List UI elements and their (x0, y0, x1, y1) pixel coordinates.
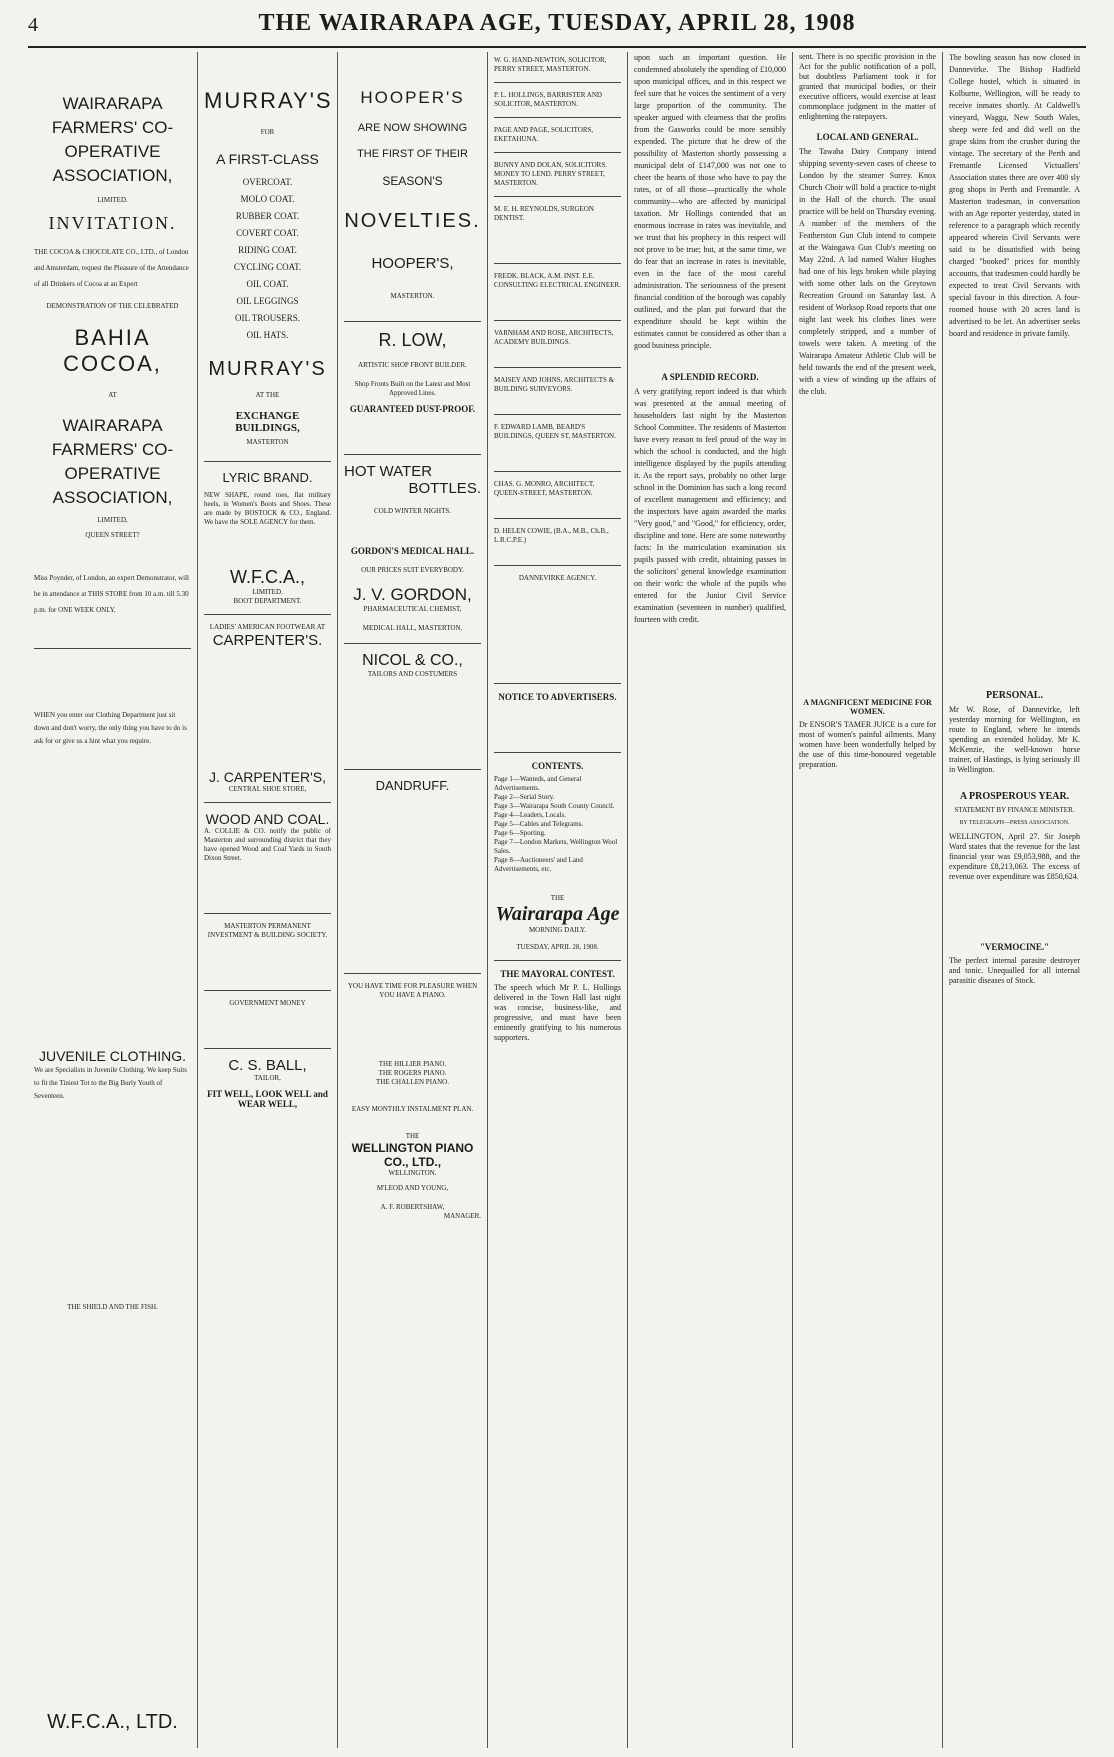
coat-item: OIL HATS. (246, 330, 289, 340)
newspaper-title: THE WAIRARAPA AGE, TUESDAY, APRIL 28, 1908 (258, 10, 856, 36)
coat-item: MOLO COAT. (240, 194, 295, 204)
robertshaw: A. F. ROBERTSHAW, (380, 1203, 445, 1211)
dandruff-heading: DANDRUFF. (375, 778, 450, 793)
pharmaceutical-chemist: PHARMACEUTICAL CHEMIST, (363, 605, 462, 613)
j-carpenters-heading: J. CARPENTER'S, (208, 769, 327, 785)
at-label: AT (108, 391, 117, 399)
mayoral-contest-text: The speech which Mr P. L. Hollings delivered in the Town Hall last night was concise, business-like, and progressive, and must have been eminently gratifying to his numerous supporters. (494, 983, 621, 1042)
the-label: THE (405, 1132, 420, 1140)
hoopers-heading: HOOPER'S (360, 88, 465, 107)
street-label: QUEEN STREET? (85, 531, 140, 539)
dust-proof: GUARANTEED DUST-PROOF. (349, 404, 476, 414)
contents-item: Page 7—London Markets, Wellington Wool Sales. (494, 838, 618, 855)
piano-rogers: THE ROGERS PIANO. (378, 1069, 447, 1077)
nicol-heading: NICOL & CO., (362, 652, 463, 669)
coat-item: RUBBER COAT. (235, 211, 300, 221)
seasons-label: SEASON'S (382, 174, 443, 188)
bahia-cocoa-heading: BAHIA COCOA, (63, 325, 162, 376)
central-shoe-store: CENTRAL SHOE STORE, (228, 785, 307, 793)
gordons-medical-hall: GORDON'S MEDICAL HALL. (350, 546, 475, 556)
poll-article-continued: sent. There is no specific provision in the Act for the public notification of a poll, but doubtless Parliament took it for granted that municipal bodies, or their executive officers, would exercise at least commonplace judgment in the matter of enlightening the ratepayers. (799, 52, 936, 121)
card-black: FREDK. BLACK, A.M. INST. E.E. CONSULTING ELECTRICAL ENGINEER. (494, 272, 621, 289)
vermocine-heading: "VERMOCINE." (979, 942, 1050, 952)
personal-text: Mr W. Rose, of Dannevirke, left yesterday morning for Wellington, en route to England, where he intends spending an extended holiday. Mr K. McKenzie, the well-known horse trainer, of Hastings, is lying seriously ill in Wellington. (949, 705, 1080, 774)
shield-fish-line: THE SHIELD AND THE FISH. (67, 1303, 158, 1311)
lyric-brand-heading: LYRIC BRAND. (222, 470, 313, 485)
org-limited: LIMITED. (97, 196, 128, 204)
carpenters-heading: CARPENTER'S. (212, 632, 323, 649)
novelties-heading: NOVELTIES. (344, 210, 481, 232)
local-general-heading: LOCAL AND GENERAL. (816, 132, 919, 142)
murrays-heading: MURRAY'S (204, 88, 333, 113)
wfca-footer: W.F.C.A., LTD. (47, 1711, 178, 1733)
contents-item: Page 8—Auctioneers' and Land Advertisements, etc. (494, 856, 583, 873)
jv-gordon-heading: J. V. GORDON, (353, 585, 472, 604)
wairarapa-age-nameplate: Wairarapa Age (495, 903, 620, 925)
coat-item: RIDING COAT. (238, 245, 297, 255)
bottles-heading: BOTTLES. (408, 480, 481, 497)
lyric-text: NEW SHAPE, round toes, flat military heels, in Women's Boots and Shoes. These are made by BOSTOCK & CO., England. We have the SOLE AGENCY for them. (204, 491, 331, 526)
wfca-limited: LIMITED. (252, 588, 283, 596)
tailors-costumers: TAILORS AND COSTUMERS (367, 670, 458, 678)
finance-text: WELLINGTON, April 27. Sir Joseph Ward states that the revenue for the last financial year was £9,053,988, and the expenditure £8,213,063. The excess of revenue over expenditure was £850,624. (949, 832, 1080, 881)
wood-coal-heading: WOOD AND COAL. (205, 811, 330, 827)
prices-suit: OUR PRICES SUIT EVERYBODY. (361, 566, 464, 574)
column-3 (338, 52, 488, 1748)
press-association: BY TELEGRAPH—PRESS ASSOCIATION. (959, 820, 1070, 826)
r-low-heading: R. LOW, (378, 330, 447, 350)
coat-item: OIL COAT. (246, 279, 289, 289)
coat-item: COVERT COAT. (236, 228, 299, 238)
manager-label: MANAGER. (443, 1212, 481, 1220)
cold-winter-nights: COLD WINTER NIGHTS. (373, 507, 452, 515)
card-lamb: F. EDWARD LAMB, BEARD'S BUILDINGS, QUEEN ST, MASTERTON. (494, 423, 616, 440)
contents-heading: CONTENTS. (531, 761, 584, 771)
coat-item: OIL TROUSERS. (234, 313, 300, 323)
hoopers-heading-2: HOOPER'S, (371, 255, 454, 272)
mleod-young: M'LEOD AND YOUNG, (376, 1184, 449, 1192)
card-hollings: P. L. HOLLINGS, BARRISTER AND SOLICITOR, MASTERTON. (494, 91, 602, 108)
morning-daily: MORNING DAILY. (528, 926, 587, 934)
shop-front-builder: ARTISTIC SHOP FRONT BUILDER. (358, 361, 467, 369)
contents-item: Page 3—Wairarapa South County Council. (494, 802, 615, 810)
prosperous-year-heading: A PROSPEROUS YEAR. (959, 791, 1070, 802)
coat-item: OVERCOAT. (242, 177, 293, 187)
column-1 (28, 52, 198, 1748)
card-maisey: MAISEY AND JOHNS, ARCHITECTS & BUILDING SURVEYORS. (494, 376, 615, 393)
card-bunny-dolan: BUNNY AND DOLAN, SOLICITORS. MONEY TO LEND. PERRY STREET, MASTERTON. (494, 161, 607, 187)
hot-water-heading: HOT WATER (344, 463, 433, 480)
notice-advertisers: NOTICE TO ADVERTISERS. (498, 692, 617, 702)
wellington-piano-heading: WELLINGTON PIANO CO., LTD., (351, 1141, 474, 1169)
demonstrator-note: Miss Poynder, of London, an expert Demonstrator, will be in attendance at THIS STORE from 10 a.m. till 5.30 p.m. for ONE WEEK ONLY. (34, 574, 189, 614)
ball-heading: C. S. BALL, (228, 1057, 307, 1074)
mayoral-contest-heading: THE MAYORAL CONTEST. (500, 969, 615, 979)
org-limited-2: LIMITED, (97, 516, 128, 524)
contents-item: Page 6—Sporting. (494, 829, 546, 837)
masthead (28, 6, 1086, 48)
for-label: FOR (260, 128, 275, 136)
contents-item: Page 1—Wanteds, and General Advertisements. (494, 775, 582, 792)
piano-hillier: THE HILLIER PIANO. (378, 1060, 447, 1068)
first-of-their: THE FIRST OF THEIR (357, 148, 468, 160)
column-7 (943, 52, 1086, 1748)
contents-item: Page 2—Serial Story. (494, 793, 555, 801)
dannevirke-agency: DANNEVIRKE AGENCY. (518, 574, 597, 582)
masterton-label: MASTERTON (246, 438, 289, 446)
piano-challen: THE CHALLEN PIANO. (376, 1078, 449, 1086)
boot-department: BOOT DEPARTMENT. (233, 597, 302, 605)
now-showing: ARE NOW SHOWING (357, 122, 468, 134)
invitation-text: THE COCOA & CHOCOLATE CO., LTD., of London and Amsterdam, request the Pleasure of the Attendance of all Drinkers of Cocoa at an Expert (34, 248, 189, 288)
contents-item: Page 5—Cables and Telegrams. (494, 820, 584, 828)
card-monro: CHAS. G. MONRO, ARCHITECT, QUEEN-STREET, MASTERTON. (494, 480, 595, 497)
splendid-record-heading: A SPLENDID RECORD. (661, 372, 759, 382)
column-6 (793, 52, 943, 1748)
issue-date: TUESDAY, APRIL 28, 1908. (516, 943, 599, 951)
ladies-footwear: LADIES' AMERICAN FOOTWEAR AT (209, 623, 326, 631)
finance-statement: STATEMENT BY FINANCE MINISTER. (954, 806, 1075, 814)
card-page: PAGE AND PAGE, SOLICITORS, EKETAHUNA. (494, 126, 594, 143)
local-notes-text: The bowling season has now closed in Dannevirke. The Bishop Hadfield College hostel, which is situated in Kolburne, Wellington, will be ready to receive inmates shortly. At Caldwell's vineyard, Wagga, New South Wales, sheep were fed and did well on the grape skins from the crusher during the vintage. The secretary of the Perth and Fremantle Licensed Victuallers' Association states there are over 400 sly grog shops in Perth and Fremantle. A Masterton tradesman, in conversation with an Age reporter yesterday, stated in reference to a paragraph which recently appeared wherein Civil Servants were said to be dissatisfied with being charged "booked" prices for monthly accounts, that tradesmen could hardly be expected to treat Civil Servants with special favour in this direction. A four-roomed house with 20 acres land is advertised to be let. An advertiser seeks board and residence in private family. (949, 53, 1080, 338)
building-society: MASTERTON PERMANENT INVESTMENT & BUILDING SOCIETY. (207, 922, 328, 939)
clothing-text: WHEN you enter our Clothing Department just sit down and don't worry, the only thing you have to do is ask for or give us a hint what you require. (34, 711, 187, 745)
invitation-heading: INVITATION. (48, 213, 177, 233)
column-4 (488, 52, 628, 1748)
murrays-heading-2: MURRAY'S (208, 358, 327, 380)
splendid-record-text: A very gratifying report indeed is that which was presented at the annual meeting of householders last night by the Masterton School Committee. The residents of Masterton have every reason to feel proud of the way in which the school is conducted, and the high intelligence displayed by the pupils attending it. As the report says, probably no other large school in the Dominion has such a long record of excellent management and efficiency; and the inspectors have again awarded the marks "Very good," and "Good," for efficiency, order, discipline and tone. Here are some noteworthy facts: In the matriculation examination six pupils passed with credit, obtaining passes in the solicitors' general knowledge examination on their work: the whole of the pupils who entered for the Junior Civil Service examination (seventeen in number) qualified, fourteen with credit. (634, 387, 786, 624)
coat-item: CYCLING COAT. (233, 262, 302, 272)
card-cowie: D. HELEN COWIE, (B.A., M.B., Ch.B., L.R.C.P.E.) (494, 527, 609, 544)
vermocine-text: The perfect internal parasite destroyer and tonic. Unequalled for all internal parasitic diseases of Stock. (949, 956, 1080, 985)
coat-item: OIL LEGGINGS (236, 296, 299, 306)
mayoral-article-continued: upon such an important question. He condemned absolutely the spending of £10,000 upon municipal offices, and in this respect we feel sure that he voices the sentiment of a very large proportion of the community. The speaker argued with clearness that the profits from the Gasworks could be more sensibly expended. The picture that he drew of the possibility of Masterton shortly possessing a municipal debt of £147,000 was not one to cheer the hearts of those who have to pay the rates, or of all those—practically the whole community—who are affected by municipal taxation. Mr Hollings contended that an enormous increase in rates was inevitable, and we trust that his prophecy in this respect will not prove to be true; but, at the same time, we do fear that an increase in rates is inevitable, even in the face of the most careful administration. The seriousness of the present financial condition of the borough was capably outlined, and the plan put forward that the expenditure should be kept within the estimates cannot be considered as other than a good business principle. (634, 53, 786, 350)
medical-hall-masterton: MEDICAL HALL, MASTERTON. (362, 624, 463, 632)
medicine-text: Dr ENSOR'S TAMER JUICE is a cure for most of women's painful ailments. Many women have been wonderfully helped by the use of this time-honoured vegetable preparation. (799, 720, 936, 769)
wellington-city: WELLINGTON. (388, 1169, 437, 1177)
exchange-buildings: EXCHANGE BUILDINGS, (235, 410, 300, 434)
at-the-label: AT THE (255, 391, 280, 399)
local-general-text: The Tawaha Dairy Company intend shipping seventy-seven cases of cheese to London by the steamer Surrey. Knox Church Choir will hold a practice to-night in the Hall of the church. The usual practice will be held on Thursday evening. A number of the members of the Featherston Gun Club intend to compete at the Waingawa Gun Club's meeting on May 22nd. A lad named Walter Hughes had one of his legs broken while playing with some other lads on the Greytown Recreation Ground on Saturday last. A resident of Worksop Road reports that one night last week his clothes lines were completely stripped, and a number of towels were taken. A meeting of the Wairarapa Amateur Athletic Club will be held towards the end of the present week, with a view of winding up the affairs of the club. (799, 147, 936, 396)
pleasure-piano: YOU HAVE TIME FOR PLEASURE WHEN YOU HAVE A PIANO. (347, 982, 478, 999)
low-text: Shop Fronts Built on the Latest and Most Approved Lines. (354, 380, 471, 397)
org-name-bottom: WAIRARAPA FARMERS' CO-OPERATIVE ASSOCIATION, (51, 416, 174, 507)
personal-heading: PERSONAL. (986, 690, 1043, 701)
masterton-label: MASTERTON. (390, 292, 435, 300)
the-label: THE (550, 894, 565, 902)
government-money: GOVERNMENT MONEY (229, 999, 306, 1007)
column-2 (198, 52, 338, 1748)
org-name-top: WAIRARAPA FARMERS' CO-OPERATIVE ASSOCIATION, (51, 94, 174, 185)
contents-list (494, 775, 621, 874)
juvenile-text: We are Specialists in Juvenile Clothing. We keep Suits to fit the Tiniest Tot to the Big Burly Youth of Seventeen. (34, 1066, 187, 1100)
coat-list (204, 177, 331, 340)
card-reynolds: M. E. H. REYNOLDS, SURGEON DENTIST. (494, 205, 594, 222)
wood-coal-text: A. COLLIE & CO. notify the public of Masterton and surrounding district that they have opened Wood and Coal Yards in South Dixon Street. (204, 827, 331, 862)
tailor-label: TAILOR, (254, 1074, 281, 1082)
page-number: 4 (28, 14, 38, 36)
fit-well-line: FIT WELL, LOOK WELL and WEAR WELL, (207, 1089, 328, 1109)
contents-item: Page 4—Leaders, Locals. (494, 811, 566, 819)
demonstration-line: DEMONSTRATION OF THE CELEBRATED (46, 302, 179, 310)
column-5 (628, 52, 793, 1748)
card-hand-newton: W. G. HAND-NEWTON, SOLICITOR, PERRY STREET, MASTERTON. (494, 56, 607, 73)
medicine-heading: A MAGNIFICENT MEDICINE FOR WOMEN. (803, 698, 932, 716)
easy-instalment: EASY MONTHLY INSTALMENT PLAN. (351, 1105, 474, 1113)
wfca-heading: W.F.C.A., (229, 567, 305, 587)
juvenile-clothing-heading: JUVENILE CLOTHING. (38, 1048, 187, 1064)
card-varnham: VARNHAM AND ROSE, ARCHITECTS, ACADEMY BUILDINGS. (494, 329, 614, 346)
first-class-label: A FIRST-CLASS (216, 151, 319, 167)
